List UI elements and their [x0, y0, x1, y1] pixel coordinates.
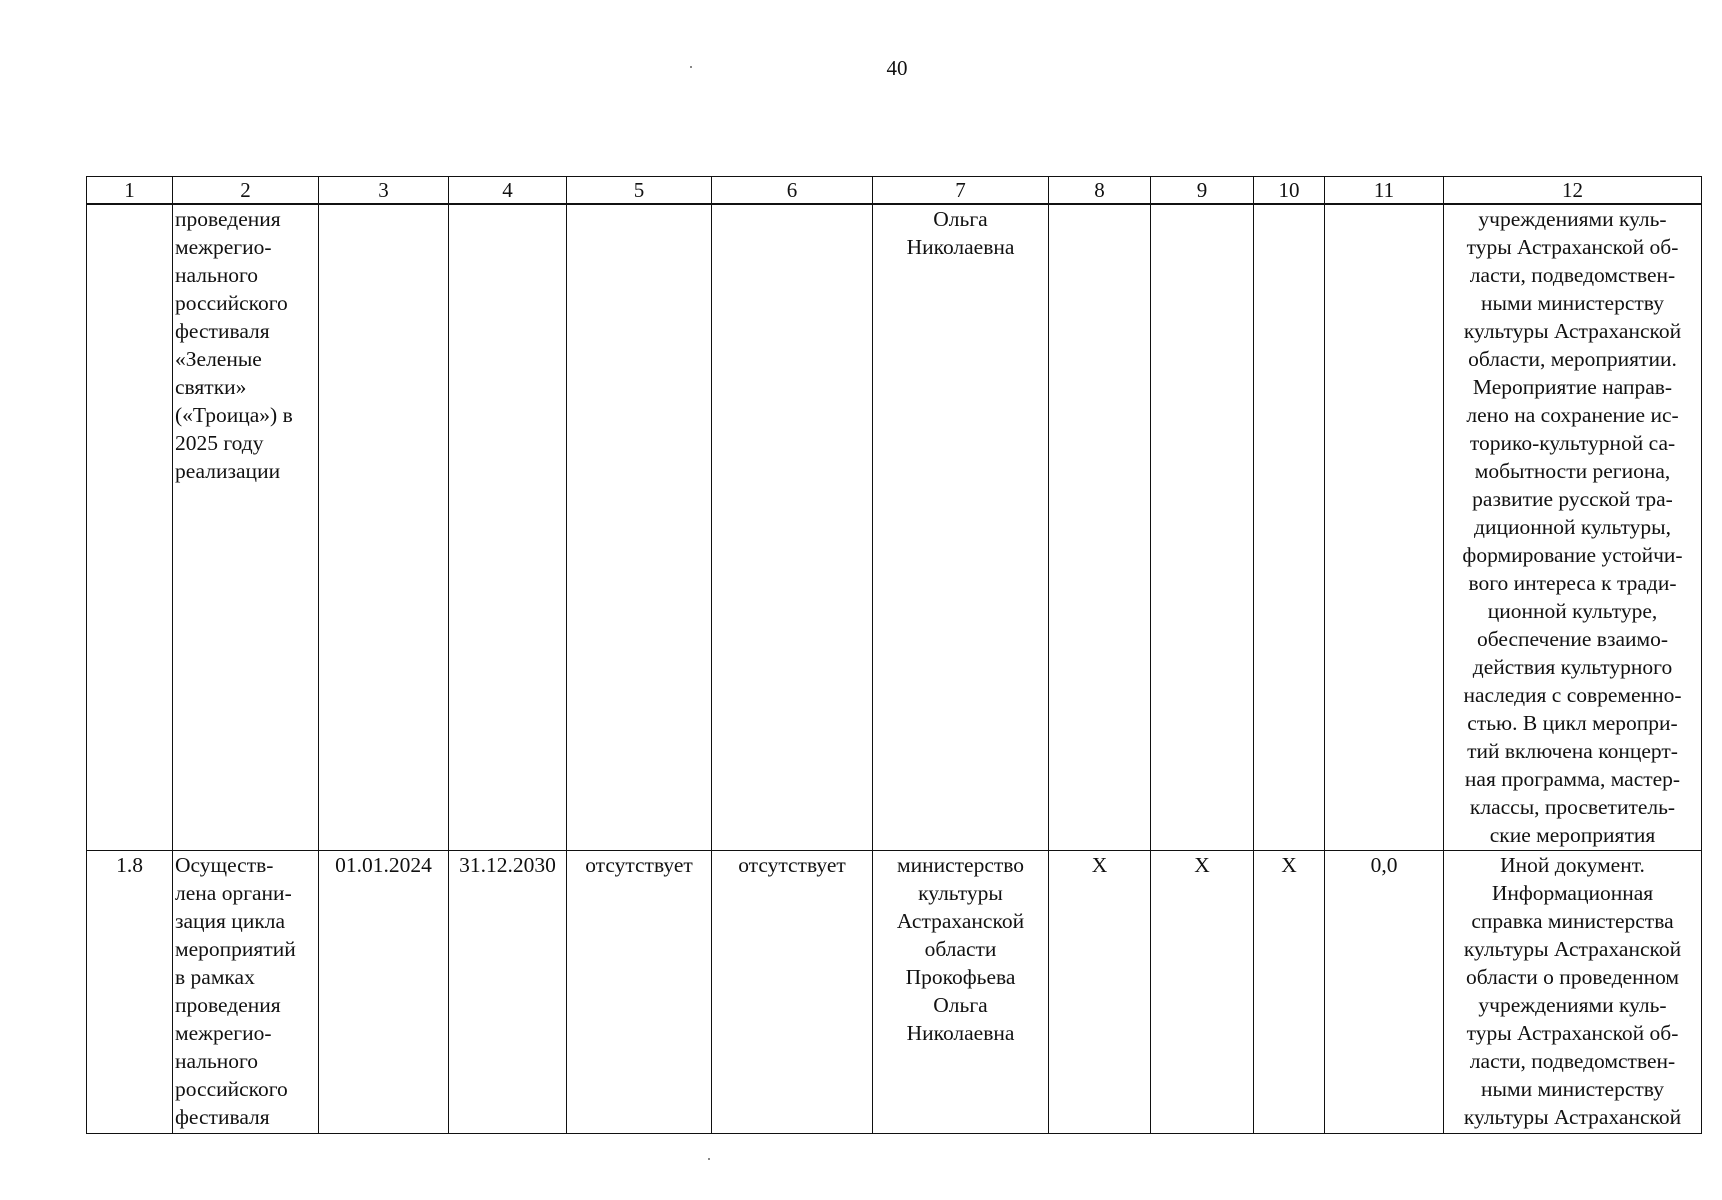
cell-line: Николаевна [906, 1021, 1015, 1045]
cell-line: в рамках [175, 965, 255, 989]
scan-speck [708, 1158, 710, 1160]
page-number: 40 [886, 56, 908, 80]
program-table [86, 176, 1702, 1134]
col10-cell: X [1254, 851, 1325, 1134]
cell-line: («Троица») в [175, 403, 293, 427]
description-cell [173, 851, 319, 1134]
cell-line: российского [175, 1077, 288, 1101]
cell-line: области [924, 937, 997, 961]
start-date-cell [319, 204, 449, 851]
col9-cell: X [1151, 851, 1254, 1134]
col9-cell [1151, 204, 1254, 851]
cell-line: российского [175, 291, 288, 315]
column-number: 8 [1049, 177, 1151, 205]
cell-line: межрегио- [175, 1021, 272, 1045]
cell-line: справка министерства [1471, 909, 1674, 933]
column-number-row [87, 177, 1702, 205]
cell-line: фестиваля [175, 1105, 270, 1129]
column-number: 4 [449, 177, 567, 205]
cell-line: ными министерству [1481, 1077, 1664, 1101]
cell-line: учреждениями куль- [1478, 207, 1667, 231]
cell-line: мобытности региона, [1474, 459, 1671, 483]
column-number: 12 [1444, 177, 1702, 205]
description-cell [173, 204, 319, 851]
column-number: 5 [567, 177, 712, 205]
table-row [87, 851, 1702, 1134]
end-date-cell [449, 204, 567, 851]
col8-cell [1049, 204, 1151, 851]
column-number: 3 [319, 177, 449, 205]
cell-line: Астраханской [896, 909, 1025, 933]
cell-line: туры Астраханской об- [1466, 1021, 1679, 1045]
responsible-cell [873, 851, 1049, 1134]
cell-line: ционной культуре, [1487, 599, 1658, 623]
document-cell [1444, 204, 1702, 851]
col6-cell: отсутствует [712, 851, 873, 1134]
cell-line: Осуществ- [175, 853, 274, 877]
cell-line: зация цикла [175, 909, 286, 933]
cell-line: стью. В цикл меропри- [1467, 711, 1678, 735]
cell-line: 2025 году [175, 431, 264, 455]
start-date-cell: 01.01.2024 [319, 851, 449, 1134]
cell-line: тий включена концерт- [1467, 739, 1678, 763]
col10-cell [1254, 204, 1325, 851]
column-number: 1 [87, 177, 173, 205]
document-cell [1444, 851, 1702, 1134]
cell-line: реализации [175, 459, 281, 483]
cell-line: мероприятий [175, 937, 296, 961]
cell-line: ские мероприятия [1489, 823, 1656, 847]
cell-line: Николаевна [906, 235, 1015, 259]
cell-line: Ольга [933, 207, 988, 231]
cell-line: Прокофьева [905, 965, 1016, 989]
cell-line: ными министерству [1481, 291, 1664, 315]
col11-cell: 0,0 [1325, 851, 1444, 1134]
cell-line: культуры Астраханской [1463, 937, 1682, 961]
cell-line: наследия с современно- [1463, 683, 1682, 707]
cell-line: культуры [918, 881, 1003, 905]
cell-line: «Зеленые [175, 347, 262, 371]
cell-line: Ольга [933, 993, 988, 1017]
cell-line: ласти, подведомствен- [1469, 263, 1676, 287]
col6-cell [712, 204, 873, 851]
cell-line: туры Астраханской об- [1466, 235, 1679, 259]
cell-line: проведения [175, 993, 281, 1017]
table-row [87, 204, 1702, 851]
cell-line: обеспечение взаимо- [1476, 627, 1669, 651]
column-number: 6 [712, 177, 873, 205]
cell-line: лено на сохранение ис- [1466, 403, 1679, 427]
cell-line: святки» [175, 375, 247, 399]
cell-line: развитие русской тра- [1472, 487, 1673, 511]
cell-line: лена органи- [175, 881, 292, 905]
item-number-cell [87, 204, 173, 851]
responsible-cell [873, 204, 1049, 851]
col8-cell: X [1049, 851, 1151, 1134]
column-number: 2 [173, 177, 319, 205]
cell-line: нального [175, 263, 259, 287]
col11-cell [1325, 204, 1444, 851]
cell-line: культуры Астраханской [1463, 319, 1682, 343]
end-date-cell: 31.12.2030 [449, 851, 567, 1134]
cell-line: вого интереса к тради- [1468, 571, 1677, 595]
cell-line: межрегио- [175, 235, 272, 259]
cell-line: области, мероприятии. [1468, 347, 1677, 371]
cell-line: классы, просветитель- [1469, 795, 1676, 819]
column-number: 7 [873, 177, 1049, 205]
cell-line: формирование устойчи- [1462, 543, 1683, 567]
cell-line: проведения [175, 207, 281, 231]
cell-line: Иной документ. [1500, 853, 1645, 877]
cell-line: фестиваля [175, 319, 270, 343]
cell-line: действия культурного [1472, 655, 1673, 679]
cell-line: ная программа, мастер- [1464, 767, 1681, 791]
cell-line: Информационная [1491, 881, 1654, 905]
cell-line: торико-культурной са- [1469, 431, 1676, 455]
col5-cell: отсутствует [567, 851, 712, 1134]
column-number: 10 [1254, 177, 1325, 205]
col5-cell [567, 204, 712, 851]
cell-line: учреждениями куль- [1478, 993, 1667, 1017]
column-number: 11 [1325, 177, 1444, 205]
cell-line: министерство [896, 853, 1025, 877]
item-number-cell: 1.8 [87, 851, 173, 1134]
cell-line: культуры Астраханской [1463, 1105, 1682, 1129]
cell-line: нального [175, 1049, 259, 1073]
cell-line: Мероприятие направ- [1472, 375, 1673, 399]
column-number: 9 [1151, 177, 1254, 205]
cell-line: области о проведенном [1465, 965, 1680, 989]
scan-speck [690, 66, 692, 68]
cell-line: ласти, подведомствен- [1469, 1049, 1676, 1073]
cell-line: диционной культуры, [1474, 515, 1671, 539]
